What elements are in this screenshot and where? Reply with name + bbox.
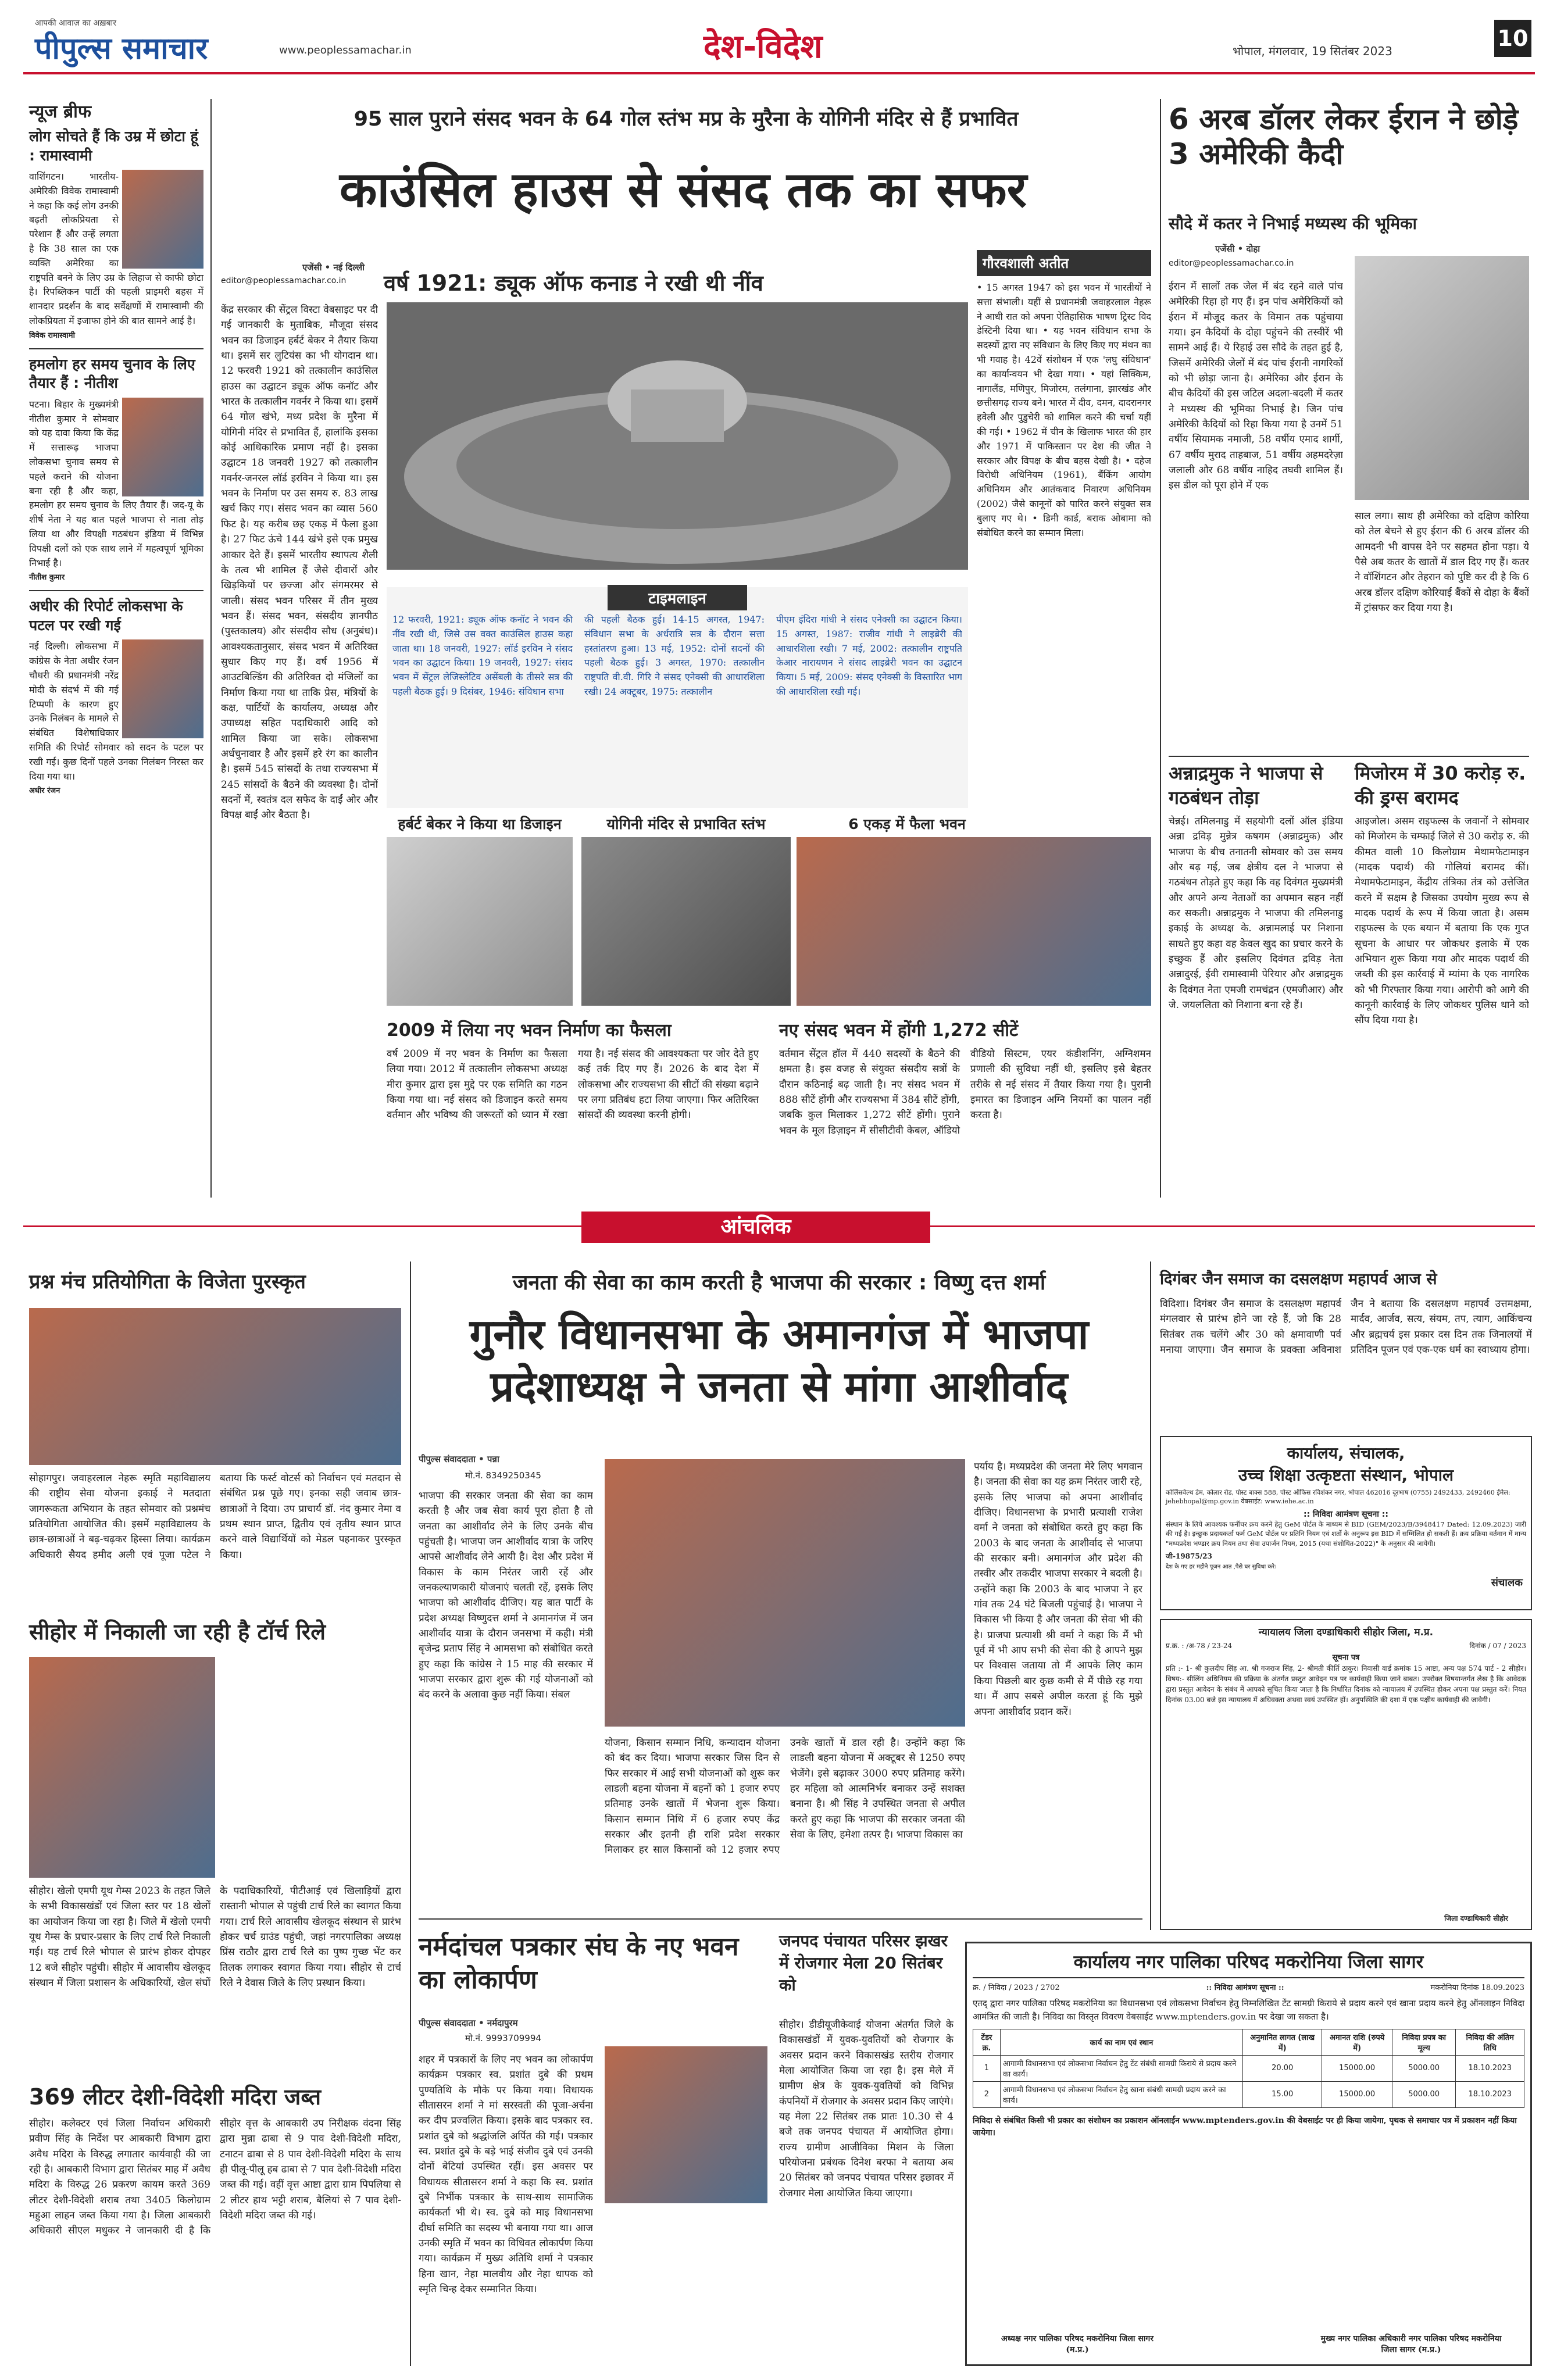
torch-headline: सीहोर में निकाली जा रही है टॉर्च रिले <box>29 1619 326 1645</box>
lead-text-col1: केंद्र सरकार की सेंट्रल विस्टा वेबसाइट पर दी गई जानकारी के मुताबिक, मौजूदा संसद भवन का डिजाइन हर्बर्ट बेकर ने तैयार किया था। इसमें सर लुटियंस का भी योगदान था। 12 फरवरी 1921 को तत्कालीन काउंसिल हाउस का उद्घाटन ड्यूक ऑफ कनॉट और भारत के तत्कालीन गवर्नर ने किया था। इसमें 64 गोल खंभे, मध्य प्रदेश के मुरैना में योगिनी मंदिर से प्रभावित हैं, हालांकि इसका कोई आधिकारिक प्रमाण नहीं है। इसका उद्घाटन 18 जनवरी 1927 को तत्कालीन गवर्नर-जनरल लॉर्ड इरविन ने किया था। इस भवन के निर्माण पर उस समय रु. 83 लाख खर्च किए गए। संसद भवन का व्यास 560 फिट है। यह करीब छह एकड़ में फैला हुआ है। 27 फिट ऊंचे 144 खंभे इसे एक प्रमुख आकार देते हैं। इसमें भारतीय स्थापत्य शैली के तत्व भी शामिल हैं जैसे दीवारों और खिड़कियों पर छज्जा और संगमरमर से जाली। संसद भवन परिसर में तीन मुख्य भवन हैं। संसद भवन, संसदीय ज्ञानपीठ (पुस्तकालय) और संसदीय सौध (अनुबंध)। आवश्यकतानुसार, संसद भवन में अतिरिक्त सुधार किए गए हैं। वर्ष 1956 में आउटबिल्डिंग की अतिरिक्त दो मंजिलों का निर्माण किया गया था ताकि प्रेस, मंत्रियों के कक्ष, पार्टियों के कार्यालय, अध्यक्ष और उपाध्यक्ष सहित पदाधिकारी आदि को शामिल किया जा सके। लोकसभा अर्धचुनावार है और इसमें हरे रंग का कालीन है। इसमें 545 सांसदों के तथा राज्यसभा में 245 सांसदों के बैठने की व्यवस्था है। दोनों सदनों में, स्वतंत्र दल सफेद के दाईं ओर और विपक्ष बाईं ओर बैठता है। <box>221 304 378 821</box>
col-header: अमानत राशि (रुपये में) <box>1322 2029 1392 2055</box>
timeline-col2: की पहली बैठक हुई। 14-15 अगस्त, 1947: संविधान सभा के अर्धरात्रि सत्र के दौरान सत्ता हस्तांतरण हुआ। 13 मई, 1952: दोनों सदनों की पहली बैठक हुई। 3 अगस्त, 1970: तत्कालीन राष्ट्रपति वी.वी. गिरि ने संसद एनेक्सी की आधारशिला रखी। 24 अक्टूबर, 1975: तत्कालीन <box>584 614 765 697</box>
ad3-sig-left: अध्यक्ष नगर पालिका परिषद मकरोनिया जिला सागर (म.प्र.) <box>1001 2334 1154 2354</box>
table-cell: 1 <box>973 2055 1001 2081</box>
table-cell: 5000.00 <box>1392 2055 1456 2081</box>
liquor-text: सीहोर। कलेक्टर एवं जिला निर्वाचन अधिकारी प्रवीण सिंह के निर्देश पर आबकारी विभाग द्वारा अवैध मदिरा के विरुद्ध लगातार कार्यवाही की जा रही है। आबकारी विभाग द्वारा सितंबर माह में अवैध मदिरा के विरुद्ध 26 प्रकरण कायम करते 369 लीटर देशी-विदेशी शराब तथा 3405 किलोग्राम महुआ लाहन जब्त किया गया है। जिला आबकारी अधिकारी सीएल मधुकर ने जानकारी दी है कि सीहोर वृत्त के आबकारी उप निरीक्षक वंदना सिंह द्वारा मुन्ना ढाबा से 9 पाव देशी-विदेशी मदिरा, टनाटन ढाबा से 8 पाव देशी-विदेशी मदिरा के साथ ही पीलू-पीलू हब ढाबा से 7 पाव देशी-विदेशी मदिरा जब्त की गई। वहीं वृत्त आष्टा द्वारा ग्राम पिपलिया से 2 लीटर हाथ भट्टी शराब, बैलियां से 7 पाव देशी-विदेशी मदिरा जब्त की गई। <box>29 2118 401 2237</box>
divider <box>1150 1262 1151 1930</box>
lead-sub2: 2009 में लिया नए भवन निर्माण का फैसला <box>387 1020 672 1041</box>
photo-parliament <box>797 837 1151 1006</box>
iran-headline: 6 अरब डॉलर लेकर ईरान ने छोड़े 3 अमेरिकी कैदी <box>1169 102 1519 171</box>
ad1-notice-title: :: निविदा आमंत्रण सूचना :: <box>1303 1509 1389 1519</box>
ad2-signature: जिला दण्डाधिकारी सीहोर <box>1444 1914 1508 1922</box>
divider <box>419 1918 1142 1920</box>
website: www.peoplessamachar.in <box>279 44 412 56</box>
iran-text-2: साल लगा। साथ ही अमेरिका को दक्षिण कोरिया को तेल बेचने से हुए ईरान की 6 अरब डॉलर की आमदनी भी वापस देने पर सहमत होना पड़ा। ये पैसे अब कतर के खातों में डाल दिए गए हैं। कतर ने वॉशिंगटन और तेहरान को पुष्टि कर दी है कि 6 अरब डॉलर दक्षिण कोरियाई बैंकों से दोहा के बैंकों में ट्रांसफर कर दिया गया है। <box>1355 510 1529 614</box>
ad2-text: प्रति :- 1- श्री कुलदीप सिंह आ. श्री गजराज सिंह, 2- श्रीमती कीर्ति ठाकुर। निवासी वार्ड क्रमांक 15 आष्टा, अन्य पक्ष 574 पार्ट - 2 सीहोर। विषय:- सीलिंग अधिनियम की प्रक्रिया के अंतर्गत प्रस्तुत आवेदन पत्र पर कार्यवाही किया जाने बाबत। उपरोक्त विषयान्तर्गत लेख है कि आवेदक द्वारा प्रस्तुत आवेदन के संबंध में आपको सूचित किया जाता है कि निर्धारित दिनांक को न्यायालय में उपस्थित होकर अपना पक्ष प्रस्तुत करें। नियत दिनांक 03.00 बजे इस न्यायालय में अधिवक्ता अथवा स्वयं उपस्थित हों। अनुपस्थिति की दशा में एक पक्षीय कार्यवाही की जावेगी। <box>1166 1664 1526 1704</box>
photo-baker <box>387 837 573 1006</box>
ad2-date: दिनांक / 07 / 2023 <box>1469 1642 1526 1650</box>
narmada-text: शहर में पत्रकारों के लिए नए भवन का लोकार्पण कार्यक्रम पत्रकार स्व. प्रशांत दुबे की प्रथम पुण्यतिथि के मौके पर किया गया। विधायक सीतासरन शर्मा ने मां सरस्वती की पूजा-अर्चना कर दीप प्रज्वलित किया। इसके बाद पत्रकार स्व. प्रशांत दुबे को श्रद्धांजलि अर्पित की गई। पत्रकार स्व. प्रशांत दुबे के बड़े भाई संजीव दुबे एवं उनकी दोनों बेटियां उपस्थित रहीं। इस अवसर पर विधायक सीतासरन शर्मा ने कहा कि स्व. प्रशांत दुबे निर्भीक पत्रकार के साथ-साथ सामाजिक कार्यकर्ता भी थे। स्व. दुबे को माइ विधानसभा दीर्घा समिति का सदस्य भी बनाया गया था। आज उनकी स्मृति में भवन का विधिवत लोकार्पण किया गया। कार्यक्रम में मुख्य अतिथि शर्मा ने पत्रकार हिना खान, नेहा मालवीय और नेहा धापक को स्मृति चिन्ह देकर सम्मानित किया। <box>419 2054 593 2296</box>
ad-municipal <box>965 1942 1532 2366</box>
narmada-photo <box>605 2046 767 2203</box>
lead-kicker: 95 साल पुराने संसद भवन के 64 गोल स्तंभ मप्र के मुरैना के योगिनी मंदिर से हैं प्रभावित <box>353 108 1019 131</box>
heritage-box <box>977 250 1151 808</box>
brief-text-1: वाशिंगटन। भारतीय-अमेरिकी विवेक रामास्वामी ने कहा कि कई लोग उनकी बढ़ती लोकप्रियता से परेशान हैं और उन्हें लगता है कि 38 साल का एक व्यक्ति अमेरिका का राष्ट्रपति बनने के लिए उम्र के लिहाज से काफी छोटा है। रिपब्लिकन पार्टी की पहली प्राइमरी बहस में शानदार प्रदर्शन के बाद सर्वेक्षणों में रामास्वामी की लोकप्रियता में इजाफा होने की बात सामने आई है। <box>29 171 203 326</box>
masthead-tagline: आपकी आवाज़ का अख़बार <box>35 19 116 28</box>
ad2-meta <box>1166 1641 1526 1650</box>
ad3-sig-right: मुख्य नगर पालिका अधिकारी नगर पालिका परिषद मकरोनिया जिला सागर (म.प्र.) <box>1320 2334 1502 2354</box>
brief-caption-1: विवेक रामास्वामी <box>29 331 75 340</box>
table-cell: 15000.00 <box>1322 2081 1392 2107</box>
iran-agency: एजेंसी • दोहा <box>1215 244 1260 254</box>
ad3-ref: क्र. / निविदा / 2023 / 2702 <box>973 1984 1060 1992</box>
timeline-title: टाइमलाइन <box>608 585 747 610</box>
photo-caption-2: योगिनी मंदिर से प्रभावित स्तंभ <box>606 816 766 832</box>
brief-photo-3 <box>122 639 203 738</box>
quiz-headline: प्रश्न मंच प्रतियोगिता के विजेता पुरस्कृत <box>29 1270 306 1293</box>
anna-text: चेन्नई। तमिलनाडु में सहयोगी दलों ऑल इंडिया अन्ना द्रविड़ मुन्नेत्र कषगम (अन्नाद्रमुक) और भाजपा के बीच तनातनी सोमवार को उस समय और बढ़ गई, जब क्षेत्रीय दल ने भाजपा से गठबंधन तोड़ते हुए कहा कि वह दिवंगत मुख्यमंत्री और अपने अन्य नेताओं का अपमान सहन नहीं कर सकती। अन्नाद्रमुक ने भाजपा की तमिलनाडु इकाई के अध्यक्ष के. अन्नामलाई पर निशाना साधते हुए कहा वह केवल खुद का प्रचार करने के इच्छुक हैं और इसलिए दिवंगत द्रविड़ नेता अन्नादुरई, ईवी रामास्वामी पेरियार और अन्नाद्रमुक के दिवंगत नेता एमजी रामचंद्रन (एमजीआर) और जे. जयललिता को निशाना बना रहे हैं। <box>1169 816 1343 1012</box>
lead-headline: काउंसिल हाउस से संसद तक का सफर <box>340 161 1027 218</box>
ad3-title: कार्यालय नगर पालिका परिषद मकरोनिया जिला सागर <box>973 1949 1524 1978</box>
lead-email: editor@peoplessamachar.co.in <box>221 276 347 285</box>
brief-column <box>29 99 203 1198</box>
table-row <box>973 2055 1524 2081</box>
ad1-signature: संचालक <box>1491 1577 1523 1589</box>
gunor-kicker: जनता की सेवा का काम करती है भाजपा की सरकार : विष्णु दत्त शर्मा <box>512 1271 1046 1295</box>
table-cell: 2 <box>973 2081 1001 2107</box>
divider <box>1160 99 1161 1198</box>
table-cell: 15000.00 <box>1322 2055 1392 2081</box>
ad2-title: न्यायालय जिला दण्डाधिकारी सीहोर जिला, म.प्र. <box>1258 1627 1434 1638</box>
lead-sub: वर्ष 1921: ड्यूक ऑफ कनाड ने रखी थी नींव <box>384 270 763 296</box>
dateline: भोपाल, मंगलवार, 19 सितंबर 2023 <box>1233 44 1392 58</box>
liquor-headline: 369 लीटर देशी-विदेशी मदिरा जब्त <box>29 2084 321 2110</box>
section-band: आंचलिक <box>581 1212 930 1243</box>
brief-title-2: हमलोग हर समय चुनाव के लिए तैयार हैं : नीतीश <box>29 348 203 393</box>
quiz-text: सोहागपुर। जवाहरलाल नेहरू स्मृति महाविद्यालय की राष्ट्रीय सेवा योजना इकाई ने मतदाता जागरूकता अभियान के तहत सोमवार को प्रश्नमंच प्रतियोगिता आयोजित की। इसमें महाविद्यालय के छात्र-छात्राओं ने बढ़-चढ़कर हिस्सा लिया। कार्यक्रम अधिकारी सैयद हमीद अली एवं पूजा पटेल ने बताया कि फर्स्ट वोटर्स को निर्वाचन एवं मतदान से संबंधित प्रश्न पूछे गए। इनका सही जवाब छात्र-छात्राओं ने दिया। उप प्राचार्य डॉ. नंद कुमार नेमा व प्रथम स्थान प्राप्त, द्वितीय एवं तृतीय स्थान प्राप्त करने वाले विद्यार्थियों को मेडल पहनाकर पुरस्कृत किया। <box>29 1473 401 1561</box>
iran-photo <box>1355 256 1529 500</box>
table-cell: आगामी विधानसभा एवं लोकसभा निर्वाचन हेतु खाना संबंधी सामग्री प्रदाय करने का कार्य। <box>1000 2081 1242 2107</box>
brief-title-3: अधीर की रिपोर्ट लोकसभा के पटल पर रखी गई <box>29 590 203 635</box>
lead-sub2-text: वर्ष 2009 में नए भवन के निर्माण का फैसला लिया गया। 2012 में तत्कालीन लोकसभा अध्यक्ष मीरा कुमार द्वारा इस मुद्दे पर एक समिति का गठन किया गया था। नई संसद को डिजाइन करते समय वर्तमान और भविष्य की जरूरतों को ध्यान में रखा गया है। नई संसद की आवश्यकता पर जोर देते हुए कई तर्क दिए गए हैं। 2026 के बाद देश में लोकसभा और राज्यसभा की सीटों की संख्या बढ़ाने पर लगा प्रतिबंध हटा लिया जाएगा। फिर अतिरिक्त सांसदों की व्यवस्था करनी होगी। <box>387 1048 759 1121</box>
masthead <box>23 16 1535 74</box>
narmada-mobile: मो.नं. 9993709994 <box>465 2033 541 2043</box>
gunor-col2: योजना, किसान सम्मान निधि, कन्यादान योजना को बंद कर दिया। भाजपा सरकार जिस दिन से फिर सरकार में आई सभी योजनाओं को शुरू कर लाडली बहना योजना में बहनों को 1 हजार रुपए प्रतिमाह उनके खातों में भेजना शुरू किया। किसान सम्मान निधि में 6 हजार रुपए केंद्र सरकार और इतनी ही राशि प्रदेश सरकार मिलाकर हर साल किसानों को 12 हजार रुपए उनके खातों में डाल रही है। उन्होंने कहा कि लाडली बहना योजना में अक्टूबर से 1250 रुपए भेजेंगे। इसे बढ़ाकर 3000 रुपए प्रतिमाह करेंगे। हर महिला को आत्मनिर्भर बनाकर उन्हें सशक्त बनाना है। श्री सिंह ने उपस्थित जनता से अपील करते हुए कहा कि भाजपा की सरकार जनता की सेवा के लिए, हमेशा तत्पर है। भाजपा विकास का <box>605 1737 965 1856</box>
table-cell: 20.00 <box>1242 2055 1322 2081</box>
table-cell: 18.10.2023 <box>1456 2055 1524 2081</box>
photo-caption-1: हर्बर्ट बेकर ने किया था डिजाइन <box>398 816 562 832</box>
jhakhar-text: सीहोर। डीडीयूजीकेवाई योजना अंतर्गत जिले के विकासखंडों में युवक-युवतियों को रोजगार के अवसर प्रदान करने विकासखंड स्तरीय रोजगार मेला आयोजित किया जा रहा है। इस मेले में ग्रामीण क्षेत्र के युवक-युवतियों को विभिन्न कंपनियों में रोजगार के अवसर प्रदान किए जाएंगे। यह मेला 22 सितंबर तक प्रातः 10.30 से 4 बजे तक जनपद पंचायत में आयोजित होगा। राज्य ग्रामीण आजीविका मिशन के जिला परियोजना प्रबंधक दिनेश बरफा ने बताया अब 20 सितंबर को जनपद पंचायत परिसर इछावर में रोजगार मेला आयोजित किया जाएगा। <box>779 2019 954 2199</box>
ad3-notice-title: :: निविदा आमंत्रण सूचना :: <box>1206 1984 1284 1992</box>
ad1-ref: जी-19875/23 <box>1166 1552 1212 1560</box>
brief-photo-1 <box>122 170 203 269</box>
table-cell: 15.00 <box>1242 2081 1322 2107</box>
ad2-subtitle: सूचना पत्र <box>1332 1653 1360 1662</box>
gunor-photo <box>605 1459 965 1727</box>
mizoram-headline: मिजोरम में 30 करोड़ रु. की ड्रग्स बरामद <box>1355 762 1526 809</box>
ad1-title2: उच्च शिक्षा उत्कृष्टता संस्थान, भोपाल <box>1238 1466 1454 1485</box>
lead-agency: एजेंसी • नई दिल्ली <box>302 262 365 273</box>
col-header: निविदा की अंतिम तिथि <box>1456 2029 1524 2055</box>
brief-header: न्यूज ब्रीफ <box>29 102 91 122</box>
ad3-text: एतद् द्वारा नगर पालिका परिषद मकरोनिया का विधानसभा एवं लोकसभा निर्वाचन हेतु निम्नलिखित टेंट सामग्री किराये से प्रदाय करने एवं खाना प्रदाय करने हेतु ऑनलाइन निविदा आमंत्रित की जाती है। निविदा का विस्तृत विवरण वेबसाईट www.mptenders.gov.in पर देखा जा सकता है। <box>973 1998 1524 2022</box>
jain-text: विदिशा। दिगंबर जैन समाज के दसलक्षण महापर्व मंगलवार से प्रारंभ होने जा रहे हैं, जो कि 28 सितंबर तक चलेंगे और 30 को क्षमावाणी पर्व मनाया जाएगा। जैन समाज के प्रवक्ता अविनाश जैन ने बताया कि दसलक्षण महापर्व उत्तमक्षमा, मार्दव, आर्जव, सत्य, संयम, तप, त्याग, आकिंचन्य और ब्रह्मचर्य इस प्रकार दस दिन तक जिनालयों में प्रतिदिन पूजन एवं एक-एक धर्म का स्वाध्याय होगा। <box>1160 1298 1532 1356</box>
lead-sub3-text: वर्तमान सेंट्रल हॉल में 440 सदस्यों के बैठने की क्षमता है। इस वजह से संयुक्त संसदीय सत्रों के दौरान कठिनाई बढ़ जाती है। नए संसद भवन में 888 सीटें होंगी और राज्यसभा में 384 सीटें होंगी, जबकि कुल मिलाकर 1,272 सीटें होंगी। पुराने भवन के मूल डिज़ाइन में सीसीटीवी केबल, ऑडियो वीडियो सिस्टम, एयर कंडीशनिंग, अग्निशमन प्रणाली की सुविधा नहीं थी, इसलिए इसे बेहतर तरीके से नई संसद में तैयार किया गया है। पुरानी इमारत का डिजाइन अग्नि नियमों का पालन नहीं करता है। <box>779 1048 1151 1137</box>
heritage-title: गौरवशाली अतीत <box>977 250 1151 276</box>
ad2-case: प्र.क्र. : /अ-78 / 23-24 <box>1166 1642 1233 1650</box>
brief-text-2: पटना। बिहार के मुख्यमंत्री नीतीश कुमार ने सोमवार को यह दावा किया कि केंद्र में सत्तारूढ़ भाजपा लोकसभा चुनाव समय से पहले कराने की योजना बना रही है और कहा, हमलोग हर समय चुनाव के लिए तैयार हैं। जद-यू के शीर्ष नेता ने यह बात पहले भाजपा से नाता तोड़ लिया था और विपक्षी गठबंधन इंडिया में विभिन्न विपक्षी दलों को एक साथ लाने में महत्वपूर्ण भूमिका निभाई है। <box>29 398 203 569</box>
mizoram-text: आइजोल। असम राइफल्स के जवानों ने सोमवार को मिजोरम के चम्फाई जिले से 30 करोड़ रु. की कीमत वाली 10 किलोग्राम मेथामफेटामाइन (मादक पदार्थ) की गोलियां बरामद कीं। मेथामफेटामाइन, केंद्रीय तंत्रिका तंत्र को उत्तेजित करने में सक्षम है जिसका उपयोग मुख्य रूप से मादक पदार्थ के रूप में किया जाता है। असम राइफल्स के एक बयान में बताया कि एक गुप्त सूचना के आधार पर जोकथर इलाके में एक अभियान शुरू किया गया और मादक पदार्थ की जब्ती की इस कार्रवाई में म्यांमा के एक नागरिक को भी गिरफ्तार किया गया। आरोपी को आगे की कानूनी कार्रवाई के लिए जोकथर पुलिस थाने को सौंप दिया गया है। <box>1355 816 1529 1027</box>
ad3-meta <box>973 1982 1524 1992</box>
ad1-title1: कार्यालय, संचालक, <box>1287 1443 1405 1463</box>
gunor-byline: पीपुल्स संवाददाता • पन्ना <box>419 1454 499 1464</box>
tender-header-row <box>973 2029 1524 2055</box>
lead-main-photo <box>387 302 968 570</box>
newspaper-logo: पीपुल्स समाचार <box>35 31 208 66</box>
iran-text-1: ईरान में सालों तक जेल में बंद रहने वाले पांच अमेरिकी रिहा हो गए हैं। इन पांच अमेरिकियों को ईरान में मौजूद कतर के विमान तक पहुंचाया गया। इन कैदियों के दोहा पहुंचने की तस्वीरें भी सामने आई हैं। ये रिहाई उस सौदे के तहत हुई है, जिसमें अमेरिकी जेलों में बंद पांच ईरानी नागरिकों को भी छोड़ा जाना है। अमेरिका और ईरान के बीच कैदियों की इस जटिल अदला-बदली में कतर ने मध्यस्थ की भूमिका निभाई है। जिन पांच अमेरिकी कैदियों को रिहा किया गया है उनमें 51 वर्षीय सियामक नमाजी, 58 वर्षीय एमाद शार्गी, 67 वर्षीय मुराद ताहबाज, 51 वर्षीय अहमदरेज़ा जलाली और 68 वर्षीय नाहिद तघवी शामिल हैं। इस डील को पूरा होने में एक <box>1169 281 1343 492</box>
divider <box>410 1262 411 2366</box>
divider <box>1169 756 1529 757</box>
ad1-footer: देश के गए हर महीने पूजन आत ,पैसे घर सुविधा करे। <box>1166 1563 1277 1570</box>
ad-institute <box>1160 1436 1532 1610</box>
heritage-text: • 15 अगस्त 1947 को इस भवन में भारतीयों ने सत्ता संभाली। यहीं से प्रधानमंत्री जवाहरलाल नेहरू ने आधी रात को अपना ऐतिहासिक भाषण ट्रिस्ट विद डेस्टिनी दिया था। • यह भवन संविधान सभा के सदस्यों द्वारा नए संविधान के लिए किए गए मंथन का भी गवाह है। 42वें संशोधन में एक 'लघु संविधान' का कार्यान्वयन भी देखा गया। • यहां सिक्किम, नागालैंड, मणिपुर, मिजोरम, तलंगाना, झारखंड और छत्तीसगढ़ राज्य बने। भारत में दीव, दमन, दादरानगर हवेली और पुडुचेरी को शामिल करने की चर्चा यहीं की गई। • 1962 में चीन के खिलाफ भारत की हार और 1971 में पाकिस्तान पर देश की जीत ने सरकार और विपक्ष के बीच बहस देखी है। • दहेज विरोधी अधिनियम (1961), बैंकिंग आयोग अधिनियम और आतंकवाद निवारण अधिनियम (2002) जैसे कानूनों को पारित करने संयुक्त सत्र बुलाए गए थे। • डिमी कार्ड, बराक ओबामा को संबोधित करने का सम्मान मिला। <box>977 282 1151 538</box>
brief-title-1: लोग सोचते हैं कि उम्र में छोटा हूं : रामास्वामी <box>29 128 198 164</box>
jain-headline: दिगंबर जैन समाज का दसलक्षण महापर्व आज से <box>1160 1270 1437 1288</box>
torch-text: सीहोर। खेलो एमपी यूथ गेम्स 2023 के तहत जिले के सभी विकासखंडों एवं जिला स्तर पर 18 खेलों का आयोजन किया जा रहा है। जिले में खेलो एमपी यूथ गेम्स के प्रचार-प्रसार के लिए टार्च रिले निकाली गई। यह टार्च रिले भोपाल से प्रारंभ होकर दोपहर 12 बजे सीहोर पहुंची। सीहोर में आवासीय खेलकूद संस्थान में जिला प्रशासन के अधिकारियों, खेल संघों के पदाधिकारियों, पीटीआई एवं खिलाड़ियों द्वारा रास्तानी भोपाल से पहुंची टार्च रिले का स्वागत किया गया। टार्च रिले आवासीय खेलकूद संस्थान से प्रारंभ होकर चर्च ग्राउंड पहुंची, जहां नगरपालिका अध्यक्ष प्रिंस राठौर द्वारा टार्च रिले का पुष्प गुच्छ भेंट कर तिलक लगाकर स्वागत किया गया। सीहोर से टार्च रिले ने देवास जिले के लिए प्रस्थान किया। <box>29 1885 401 1989</box>
col-header: अनुमानित लागत (लाख में) <box>1242 2029 1322 2055</box>
table-cell: 18.10.2023 <box>1456 2081 1524 2107</box>
iran-email: editor@peoplessamachar.co.in <box>1169 259 1294 268</box>
jhakhar-headline: जनपद पंचायत परिसर झखर में रोजगार मेला 20 सितंबर को <box>779 1931 948 1995</box>
gunor-headline: गुनौर विधानसभा के अमानगंज में भाजपा प्रदेशाध्यक्ष ने जनता से मांगा आशीर्वाद <box>469 1310 1089 1411</box>
ad1-notice: संस्थान के लिये आवश्यक फर्नीचर क्रय करने हेतु GeM पोर्टल के माध्यम से BID (GEM/2023/B/3948417 Dated: 12.09.2023) जारी की गई है। इच्छुक प्रदायकर्ता फर्म GeM पोर्टल पर प्रतिनि नियम एवं शर्तो के अनुरूप इस BID में सम्मिलित हो सकती हैं। क्रय प्रक्रिया वर्तमान में मान्य "मध्यप्रदेश भण्डार क्रय नियम तथा सेवा उपार्जन नियम, 2015 (यथा संशोधित-2022)" के अनुसार की जायेगी। <box>1166 1520 1526 1548</box>
torch-photo <box>29 1657 215 1878</box>
iran-sub: सौदे में कतर ने निभाई मध्यस्थ की भूमिका <box>1169 214 1417 233</box>
ad-court <box>1160 1619 1532 1930</box>
gunor-col3: पर्याय है। मध्यप्रदेश की जनता मेरे लिए भगवान है। जनता की सेवा का यह क्रम निरंतर जारी रहे, इसके लिए भाजपा को अपना आशीर्वाद दीजिए। विधानसभा के प्रभारी प्रत्याशी राजेश वर्मा ने जनता को संबोधित करते हुए कहा कि 2003 के बाद जनता के आशीर्वाद से भाजपा की सरकार बनी। अमानगंज और प्रदेश की तस्वीर और तकदीर भाजपा सरकार ने बदली है। उन्होंने कहा कि 2003 के बाद भाजपा ने हर गांव तक 24 घंटे बिजली पहुंचाई है। भाजपा ने विकास भी किया है और जनता की सेवा भी की है। प्राजपा प्रत्याशी श्री वर्मा ने कहा कि मैं भी पूर्व में भी आप सभी की सेवा की है आपने मुझ पर विश्वास जताया तो मैं आपके लिए काम किया पिछली बार कुछ कमी से मैं पीछे रह गया था। मैं आप सबसे अपील करता हूं कि मुझे अपना आशीर्वाद प्रदान करें। <box>974 1461 1142 1718</box>
col-header: निविदा प्रपत्र का मूल्य <box>1392 2029 1456 2055</box>
col-header: टेंडर क्र. <box>973 2029 1001 2055</box>
timeline-col1: 12 फरवरी, 1921: ड्यूक ऑफ कनॉट ने भवन की नींव रखी थी, जिसे उस वक्त काउंसिल हाउस कहा जाता था। 18 जनवरी, 1927: लॉर्ड इरविन ने संसद भवन का उद्घाटन किया। 19 जनवरी, 1927: संसद भवन में सेंट्रल लेजिस्लेटिव असेंबली के तीसरे सत्र की पहली बैठक हुई। 9 दिसंबर, 1946: संविधान सभा <box>392 614 573 697</box>
col-header: कार्य का नाम एवं स्थान <box>1000 2029 1242 2055</box>
quiz-photo <box>29 1308 401 1465</box>
divider <box>210 99 212 1198</box>
table-cell: आगामी विधानसभा एवं लोकसभा निर्वाचन हेतु टेंट संबंधी सामग्री किराये से प्रदाय करने का कार्य। <box>1000 2055 1242 2081</box>
brief-photo-2 <box>122 398 203 496</box>
photo-yogini <box>581 837 791 1006</box>
photo-caption-3: 6 एकड़ में फैला भवन <box>848 816 966 832</box>
timeline-col3: पीएम इंदिरा गांधी ने संसद एनेक्सी का उद्घाटन किया। 15 अगस्त, 1987: राजीव गांधी ने लाइब्रेरी की आधारशिला रखी। 7 मई, 2002: तत्कालीन राष्ट्रपति केआर नारायणन ने संसद लाइब्रेरी भवन का उद्घाटन किया। 5 मई, 2009: संसद एनेक्सी के विस्तारित भाग की आधारशिला रखी गई। <box>776 614 962 697</box>
narmada-byline: पीपुल्स संवाददाता • नर्मदापुरम <box>419 2018 518 2028</box>
section-title: देश-विदेश <box>703 28 823 66</box>
ad1-address: कोलिंसवेल्थ डेम, कोलार रोड, पोस्ट बाक्स 588, पोस्ट ऑफिस रविशंकर नगर, भोपाल 462016 दूरभाष (0755) 2492433, 2492460 ईमेल: jehebhopal@mp.gov.in वेबसाईट: www.iehe.ac.in <box>1166 1489 1510 1506</box>
page-number: 10 <box>1494 20 1531 57</box>
brief-text-3: नई दिल्ली। लोकसभा में कांग्रेस के नेता अधीर रंजन चौधरी की प्रधानमंत्री नरेंद्र मोदी के संदर्भ में की गई टिप्पणी के कारण हुए उनके निलंबन के मामले से संबंधित विशेषाधिकार समिति की रिपोर्ट सोमवार को सदन के पटल पर रखी गई। कुछ दिनों पहले उनका निलंबन निरस्त कर दिया गया था। <box>29 641 203 782</box>
lead-sub3: नए संसद भवन में होंगी 1,272 सीटें <box>779 1020 1019 1041</box>
tender-table <box>973 2029 1524 2108</box>
brief-caption-2: नीतीश कुमार <box>29 573 65 583</box>
gunor-col1: भाजपा की सरकार जनता की सेवा का काम करती है और जब सेवा कार्य पूरा होता है तो जनता का आशीर्वाद लेने के लिए उनके बीच पहुंचती है। भाजपा जन आशीर्वाद यात्रा के जरिए आपसे आशीर्वाद लेने आयी है। देश और प्रदेश में विकास के काम निरंतर जारी रहें और जनकल्याणकारी योजनाएं चलती रहें, इसके लिए भाजपा को आशीर्वाद दीजिए। यह बात पार्टी के प्रदेश अध्यक्ष विष्णुदत्त शर्मा ने अमानगंज में जन आशीर्वाद यात्रा के दौरान जनसभा में कही। मंत्री बृजेन्द्र प्रताप सिंह ने आमसभा को संबोधित करते हुए कहा कि कांग्रेस ने 15 माह की सरकार में भाजपा सरकार द्वारा शुरू की गई योजनाओं को बंद करने के अलावा कुछ नहीं किया। संबल <box>419 1490 593 1701</box>
narmada-headline: नर्मदांचल पत्रकार संघ के नए भवन का लोकार्पण <box>419 1932 739 1995</box>
timeline-box <box>387 587 968 808</box>
table-row <box>973 2081 1524 2107</box>
gunor-mobile: मो.नं. 8349250345 <box>465 1470 541 1481</box>
ad3-footer-note: निविदा से संबंधित किसी भी प्रकार का संशोधन का प्रकाशन ऑनलाईन www.mptenders.gov.in की वेबसाईट पर ही किया जायेगा, पृथक से समाचार पत्र में प्रकाशन नहीं किया जायेगा। <box>973 2115 1517 2138</box>
table-cell: 5000.00 <box>1392 2081 1456 2107</box>
ad3-date: मकरोनिया दिनांक 18.09.2023 <box>1430 1984 1524 1992</box>
anna-headline: अन्नाद्रमुक ने भाजपा से गठबंधन तोड़ा <box>1169 762 1323 809</box>
brief-caption-3: अधीर रंजन <box>29 787 60 796</box>
